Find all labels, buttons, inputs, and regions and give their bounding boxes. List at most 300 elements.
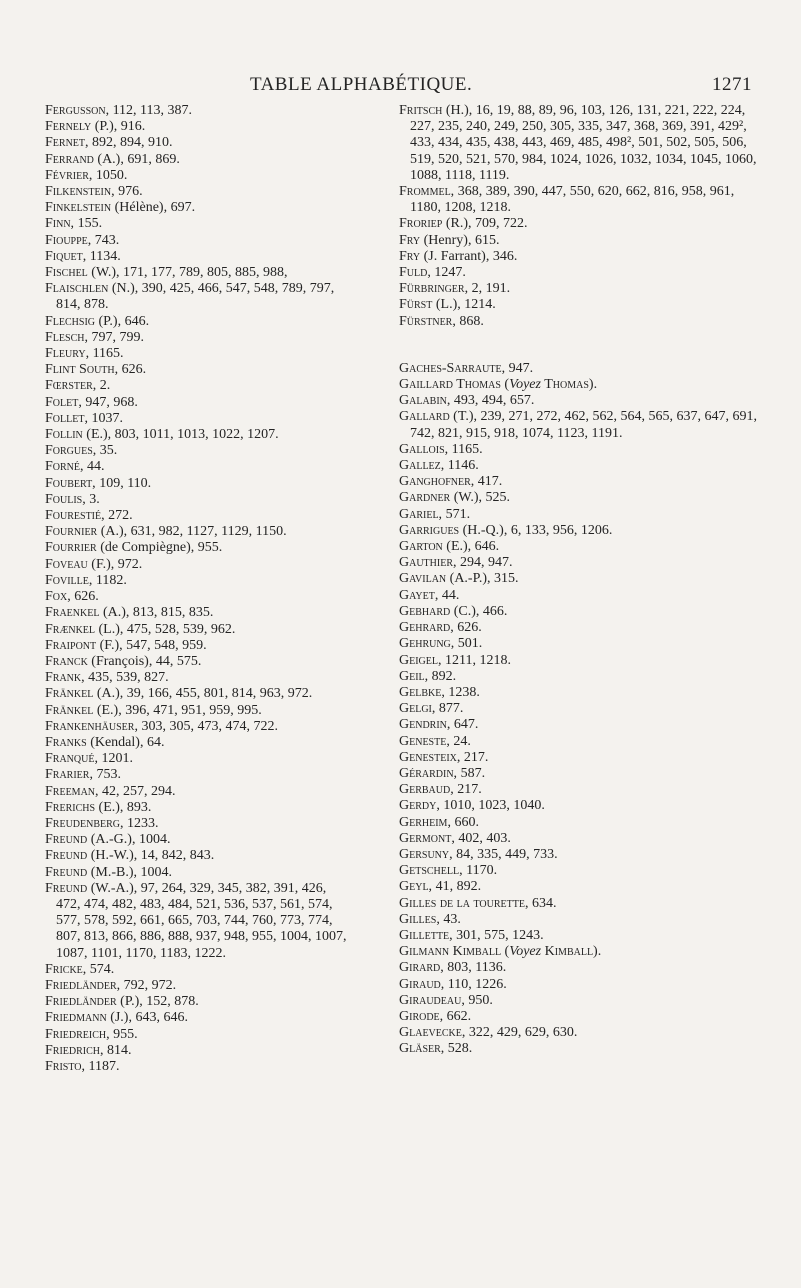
entry-name: Folet,: [45, 394, 82, 410]
index-entry: [45, 168, 350, 184]
entry-name: Freund: [45, 864, 88, 880]
index-entry: [399, 490, 764, 506]
index-entry: [399, 701, 764, 717]
entry-name: Fritsch: [399, 103, 443, 118]
index-entry: [45, 135, 350, 151]
entry-name: Glaevecke,: [399, 1025, 466, 1041]
entry-name: Gerdy,: [399, 798, 440, 814]
entry-name: Fränkel: [45, 702, 94, 718]
index-entry: [45, 492, 350, 508]
index-entry: [399, 571, 764, 587]
entry-name: Geyl,: [399, 879, 433, 895]
entry-refs: 947.: [505, 360, 534, 376]
entry-refs: 626.: [70, 589, 99, 605]
entry-name: Garton: [399, 539, 443, 555]
entry-refs: (A.-P.), 315.: [446, 571, 519, 587]
entry-refs: 24.: [449, 733, 471, 749]
entry-refs: 3.: [85, 491, 100, 507]
index-entry: [45, 1027, 350, 1043]
index-entry: [399, 314, 764, 330]
index-entry: [45, 767, 350, 783]
page-number: 1271: [712, 74, 752, 95]
entry-refs: 814.: [103, 1042, 132, 1058]
entry-refs: 1201.: [97, 751, 133, 767]
index-entry: [399, 847, 764, 863]
entry-refs: 528.: [444, 1041, 473, 1057]
index-entry: [399, 944, 764, 960]
entry-refs: (W.-A.), 97, 264, 329, 345, 382, 391, 426, 472, 474, 482, 483, 484, 521, 536, 537, 561, 574, 577, 578, 592, 661, 665, 703, 744, 760, 773, 774, 807, 813, 866, 886, 888, 937, 948, 955, 1004, 1007, 1087, 1101, 1170, 1183, 1222.: [56, 880, 347, 961]
index-entry: [399, 604, 764, 620]
entry-refs: (de Compiègne), 955.: [96, 540, 223, 556]
index-entry: [399, 103, 764, 184]
entry-refs: (Kendal), 64.: [86, 734, 165, 750]
entry-name: Flint South,: [45, 362, 119, 378]
entry-refs: 303, 305, 473, 474, 722.: [137, 718, 278, 734]
index-entry: [45, 654, 350, 670]
entry-name: Fry: [399, 248, 421, 264]
index-entry: [45, 573, 350, 589]
entry-name: Geigel,: [399, 652, 442, 668]
index-entry: [45, 508, 350, 524]
index-entry: [45, 103, 350, 119]
entry-refs: (Henry), 615.: [420, 232, 500, 248]
entry-name: Getschell,: [399, 863, 463, 879]
entry-name: Gersuny,: [399, 846, 453, 862]
entry-refs: (P.), 916.: [91, 119, 146, 135]
entry-refs: (E.), 646.: [442, 539, 500, 555]
entry-name: Gehrard,: [399, 620, 454, 636]
entry-refs: 109, 110.: [95, 475, 152, 491]
index-entry: [399, 896, 764, 912]
entry-refs: 43.: [439, 911, 461, 927]
index-entry: [45, 589, 350, 605]
entry-refs: 1050.: [92, 167, 128, 183]
entry-refs: (N.), 390, 425, 466, 547, 548, 789, 797, 814, 878.: [56, 281, 335, 313]
entry-name: Fœrster,: [45, 378, 97, 394]
entry-name: Galabin,: [399, 393, 451, 409]
index-entry: [45, 233, 350, 249]
index-entry: [399, 474, 764, 490]
entry-name: Flesch,: [45, 329, 88, 345]
index-entry: [45, 476, 350, 492]
entry-refs: 797, 799.: [87, 329, 144, 345]
index-entry: [399, 993, 764, 1009]
index-entry: [45, 719, 350, 735]
index-entry: [399, 539, 764, 555]
entry-refs: 368, 389, 390, 447, 550, 620, 662, 816, 958, 961, 1180, 1208, 1218.: [410, 184, 735, 216]
index-column-left: [45, 103, 350, 1075]
entry-name: Foulis,: [45, 491, 86, 507]
entry-name: Gebhard: [399, 603, 451, 619]
index-entry: [45, 800, 350, 816]
entry-name: Fourrier: [45, 540, 97, 556]
entry-name: Freund: [45, 880, 88, 896]
entry-refs: 1165.: [448, 441, 483, 457]
entry-refs: 976.: [114, 184, 143, 200]
entry-name: Follet,: [45, 410, 88, 426]
entry-name: Frænkel: [45, 621, 96, 637]
entry-refs: 435, 539, 827.: [84, 670, 169, 686]
entry-refs: 1146.: [444, 458, 479, 474]
index-entry: [399, 523, 764, 539]
entry-see-also: Voyez: [509, 944, 542, 960]
entry-name: Foubert,: [45, 475, 96, 491]
entry-name: Gauthier,: [399, 555, 457, 571]
entry-name: Gillette,: [399, 927, 453, 943]
index-entry: [399, 782, 764, 798]
index-entry: [399, 831, 764, 847]
entry-name: Germont,: [399, 830, 455, 846]
index-entry: [399, 977, 764, 993]
index-entry: [45, 1059, 350, 1075]
entry-refs: 892, 894, 910.: [88, 135, 173, 151]
index-entry: [399, 750, 764, 766]
entry-refs: 626.: [118, 362, 147, 378]
entry-name: Fry: [399, 232, 421, 248]
index-entry: [399, 766, 764, 782]
entry-refs: (J.), 643, 646.: [106, 1010, 188, 1026]
index-entry: [45, 330, 350, 346]
index-entry: [45, 152, 350, 168]
index-entry: [45, 281, 350, 313]
entry-name: Forgues,: [45, 443, 97, 459]
entry-name: Freudenberg,: [45, 815, 124, 831]
index-entry: [45, 249, 350, 265]
index-entry: [45, 848, 350, 864]
entry-name: Freeman,: [45, 783, 99, 799]
entry-name: Friedländer: [45, 994, 117, 1010]
entry-refs: (T.), 239, 271, 272, 462, 562, 564, 565, 637, 647, 691, 742, 821, 915, 918, 1074, 1123, 1191.: [410, 409, 758, 441]
index-entry: [399, 734, 764, 750]
entry-refs: 1233.: [123, 815, 159, 831]
entry-name: Gardner: [399, 490, 451, 506]
entry-refs: (J. Farrant), 346.: [420, 248, 518, 264]
index-entry: [399, 442, 764, 458]
entry-refs: 947, 968.: [81, 394, 138, 410]
index-entry: [45, 557, 350, 573]
entry-name: Gläser,: [399, 1041, 445, 1057]
entry-refs: 1187.: [85, 1058, 120, 1074]
entry-refs: 272.: [104, 508, 133, 524]
index-entry: [399, 863, 764, 879]
entry-refs: 1211, 1218.: [441, 652, 511, 668]
entry-refs: (W.), 171, 177, 789, 805, 885, 988,: [87, 265, 288, 281]
index-entry: [45, 443, 350, 459]
entry-name: Gilmann Kimball: [399, 944, 502, 960]
entry-name: Fürstner,: [399, 313, 456, 329]
entry-name: Fernet,: [45, 135, 89, 151]
entry-name: Flaischlen: [45, 281, 109, 297]
index-entry: [45, 459, 350, 475]
entry-name: Ferrand: [45, 151, 94, 167]
entry-refs: (L.), 475, 528, 539, 962.: [95, 621, 236, 637]
index-entry: [45, 540, 350, 556]
entry-name: Gariel,: [399, 506, 443, 522]
entry-refs: (A.), 631, 982, 1127, 1129, 1150.: [97, 524, 287, 540]
index-entry: [399, 1009, 764, 1025]
entry-name: Fuld,: [399, 265, 431, 281]
entry-name: Fiouppe,: [45, 232, 92, 248]
entry-refs: (François), 44, 575.: [87, 653, 202, 669]
entry-refs: 1165.: [89, 346, 124, 362]
index-entry: [45, 1043, 350, 1059]
entry-refs: (E.), 803, 1011, 1013, 1022, 1207.: [82, 427, 279, 443]
entry-refs: (A.), 813, 815, 835.: [99, 605, 214, 621]
entry-name: Friedländer,: [45, 977, 121, 993]
entry-refs: 417.: [474, 474, 503, 490]
entry-name: Fiquet,: [45, 248, 87, 264]
index-entry: [399, 879, 764, 895]
index-section-f: [399, 103, 764, 330]
entry-name: Geneste,: [399, 733, 450, 749]
index-entry: [399, 1025, 764, 1041]
index-entry: [45, 378, 350, 394]
index-entry: [399, 620, 764, 636]
index-entry: [45, 670, 350, 686]
entry-name: Friedreich,: [45, 1026, 110, 1042]
entry-name: Friedrich,: [45, 1042, 104, 1058]
entry-refs: (H.-W.), 14, 842, 843.: [87, 848, 215, 864]
index-entry: [399, 928, 764, 944]
index-entry: [45, 346, 350, 362]
entry-refs: 1170.: [462, 863, 498, 879]
index-entry: [399, 798, 764, 814]
entry-name: Gerbaud,: [399, 782, 454, 798]
index-entry: [399, 249, 764, 265]
index-entry: [45, 622, 350, 638]
entry-refs: 660.: [450, 814, 479, 830]
entry-name: Fraenkel: [45, 605, 100, 621]
index-entry: [399, 912, 764, 928]
entry-refs: (F.), 547, 548, 959.: [96, 637, 207, 653]
entry-refs: 877.: [435, 701, 464, 717]
entry-refs: 647.: [450, 717, 479, 733]
page-header: [0, 74, 801, 100]
entry-refs: 892.: [428, 668, 457, 684]
entry-refs: (M.-B.), 1004.: [87, 864, 173, 880]
entry-refs: 1010, 1023, 1040.: [439, 798, 545, 814]
entry-refs: 217.: [453, 782, 482, 798]
entry-refs: (C.), 466.: [450, 603, 508, 619]
index-entry: [45, 216, 350, 232]
entry-name: Gavilan: [399, 571, 447, 587]
entry-name: Foveau: [45, 556, 88, 572]
entry-name: Gerheim,: [399, 814, 451, 830]
entry-name: Franks: [45, 734, 87, 750]
entry-name: Gaillard Thomas: [399, 377, 501, 393]
entry-name: Genesteix,: [399, 749, 461, 765]
entry-refs: 112, 113, 387.: [109, 103, 193, 118]
entry-name: Forné,: [45, 459, 84, 475]
entry-refs: (A.-G.), 1004.: [87, 832, 171, 848]
index-entry: [45, 784, 350, 800]
entry-refs: (A.), 691, 869.: [93, 151, 180, 167]
entry-name: Ganghofner,: [399, 474, 475, 490]
entry-refs: 294, 947.: [456, 555, 513, 571]
entry-refs: 322, 429, 629, 630.: [465, 1025, 578, 1041]
index-entry: [45, 200, 350, 216]
entry-name: Fleury,: [45, 346, 90, 362]
entry-name: Fürbringer,: [399, 281, 469, 297]
index-entry: [399, 458, 764, 474]
index-section-g: [399, 361, 764, 1058]
entry-refs: 44.: [438, 587, 460, 603]
entry-refs: (L.), 1214.: [432, 297, 496, 313]
entry-name: Gallois,: [399, 441, 449, 457]
entry-refs: 493, 494, 657.: [450, 393, 535, 409]
entry-name: Frank,: [45, 670, 85, 686]
index-entry: [399, 555, 764, 571]
entry-refs: (E.), 396, 471, 951, 959, 995.: [93, 702, 262, 718]
index-entry: [399, 377, 764, 393]
index-entry: [45, 638, 350, 654]
index-entry: [399, 815, 764, 831]
entry-name: Gérardin,: [399, 765, 458, 781]
index-entry: [45, 395, 350, 411]
entry-name: Gilles,: [399, 911, 440, 927]
index-entry: [45, 686, 350, 702]
index-entry: [45, 427, 350, 443]
index-entry: [399, 184, 764, 216]
entry-refs: 501.: [454, 636, 483, 652]
entry-refs: 662.: [443, 1008, 472, 1024]
index-entry: [399, 717, 764, 733]
entry-name: Gendrin,: [399, 717, 451, 733]
entry-refs: 753.: [92, 767, 121, 783]
index-column-right: [399, 103, 764, 1058]
entry-refs: 574.: [86, 961, 115, 977]
index-entry: [45, 265, 350, 281]
entry-name: Gaches-Sarraute,: [399, 360, 506, 376]
index-entry: [399, 265, 764, 281]
index-entry: [45, 735, 350, 751]
entry-name: Frerichs: [45, 799, 96, 815]
index-entry: [399, 297, 764, 313]
entry-see-target: Thomas).: [540, 377, 598, 393]
entry-refs: (: [501, 944, 510, 960]
entry-name: Fraipont: [45, 637, 97, 653]
entry-name: Giraudeau,: [399, 992, 465, 1008]
entry-refs: 587.: [457, 765, 486, 781]
entry-refs: (F.), 972.: [87, 556, 143, 572]
entry-refs: 950.: [464, 992, 493, 1008]
entry-name: Février,: [45, 167, 93, 183]
index-entry: [45, 703, 350, 719]
entry-name: Girard,: [399, 960, 444, 976]
entry-refs: (H.-Q.), 6, 133, 956, 1206.: [459, 522, 613, 538]
entry-refs: 301, 575, 1243.: [452, 927, 544, 943]
entry-name: Fränkel: [45, 686, 94, 702]
entry-name: Gayet,: [399, 587, 439, 603]
entry-refs: 1238.: [444, 684, 480, 700]
entry-refs: (P.), 152, 878.: [116, 994, 199, 1010]
entry-name: Fricke,: [45, 961, 87, 977]
entry-refs: 743.: [91, 232, 120, 248]
index-entry: [45, 994, 350, 1010]
entry-name: Frankenhäuser,: [45, 718, 138, 734]
index-entry: [399, 685, 764, 701]
entry-refs: 44.: [83, 459, 105, 475]
index-entry: [399, 960, 764, 976]
index-entry: [45, 751, 350, 767]
index-entry: [399, 507, 764, 523]
entry-see-target: Kimball).: [541, 944, 602, 960]
entry-name: Fournier: [45, 524, 98, 540]
entry-name: Freund: [45, 832, 88, 848]
index-entry: [45, 184, 350, 200]
index-entry: [399, 588, 764, 604]
entry-name: Frarier,: [45, 767, 93, 783]
entry-name: Fergusson,: [45, 103, 110, 118]
entry-name: Gallez,: [399, 458, 445, 474]
entry-refs: (E.), 893.: [95, 799, 152, 815]
entry-refs: (H.), 16, 19, 88, 89, 96, 103, 126, 131, 221, 222, 224, 227, 235, 240, 249, 250, 305, 335, 347, 368, 369, 391, 429², 433, 434, 435, 438, 443, 469, 485, 498², 501, 502, 505, 506, 519, 520, 521, 570, 984, 1024, 1026, 1032, 1034, 1045, 1060, 1088, 1118, 1119.: [410, 103, 757, 183]
index-entry: [45, 362, 350, 378]
entry-refs: 2, 191.: [468, 281, 511, 297]
entry-refs: (Hélène), 697.: [111, 200, 196, 216]
entry-refs: 955.: [109, 1026, 138, 1042]
index-entry: [45, 816, 350, 832]
entry-refs: 571.: [442, 506, 471, 522]
entry-refs: (: [500, 377, 510, 393]
entry-refs: 1247.: [430, 265, 466, 281]
entry-refs: (A.), 39, 166, 455, 801, 814, 963, 972.: [93, 686, 313, 702]
index-entry: [399, 636, 764, 652]
entry-name: Franck: [45, 653, 88, 669]
entry-name: Gelgi,: [399, 701, 436, 717]
entry-name: Fernely: [45, 119, 92, 135]
entry-refs: (R.), 709, 722.: [442, 216, 528, 232]
index-entry: [399, 409, 764, 441]
index-entry: [45, 1010, 350, 1026]
index-entry: [399, 653, 764, 669]
entry-refs: 1037.: [87, 410, 123, 426]
entry-refs: (P.), 646.: [95, 313, 150, 329]
entry-refs: 217.: [460, 749, 489, 765]
index-entry: [399, 216, 764, 232]
entry-refs: 155.: [74, 216, 103, 232]
entry-name: Girode,: [399, 1008, 444, 1024]
entry-name: Friedmann: [45, 1010, 107, 1026]
index-entry: [45, 978, 350, 994]
index-entry: [399, 393, 764, 409]
index-entry: [399, 1041, 764, 1057]
entry-name: Froriep: [399, 216, 443, 232]
entry-name: Gehrung,: [399, 636, 455, 652]
entry-refs: 803, 1136.: [443, 960, 507, 976]
entry-name: Fox,: [45, 589, 71, 605]
entry-refs: 35.: [96, 443, 118, 459]
entry-name: Finn,: [45, 216, 75, 232]
index-entry: [399, 233, 764, 249]
entry-see-also: Voyez: [509, 377, 541, 393]
index-entry: [399, 281, 764, 297]
entry-refs: 1182.: [92, 572, 127, 588]
index-entry: [45, 314, 350, 330]
entry-refs: 1134.: [86, 248, 121, 264]
entry-name: Fristo,: [45, 1058, 85, 1074]
entry-name: Garrigues: [399, 522, 460, 538]
entry-refs: 84, 335, 449, 733.: [452, 846, 558, 862]
entry-name: Finkelstein: [45, 200, 112, 216]
entry-name: Fourestié,: [45, 508, 105, 524]
entry-refs: 2.: [96, 378, 111, 394]
entry-refs: 626.: [453, 620, 482, 636]
entry-name: Gelbke,: [399, 684, 445, 700]
entry-refs: 110, 1226.: [444, 976, 507, 992]
index-entry: [45, 119, 350, 135]
entry-refs: 41, 892.: [432, 879, 482, 895]
